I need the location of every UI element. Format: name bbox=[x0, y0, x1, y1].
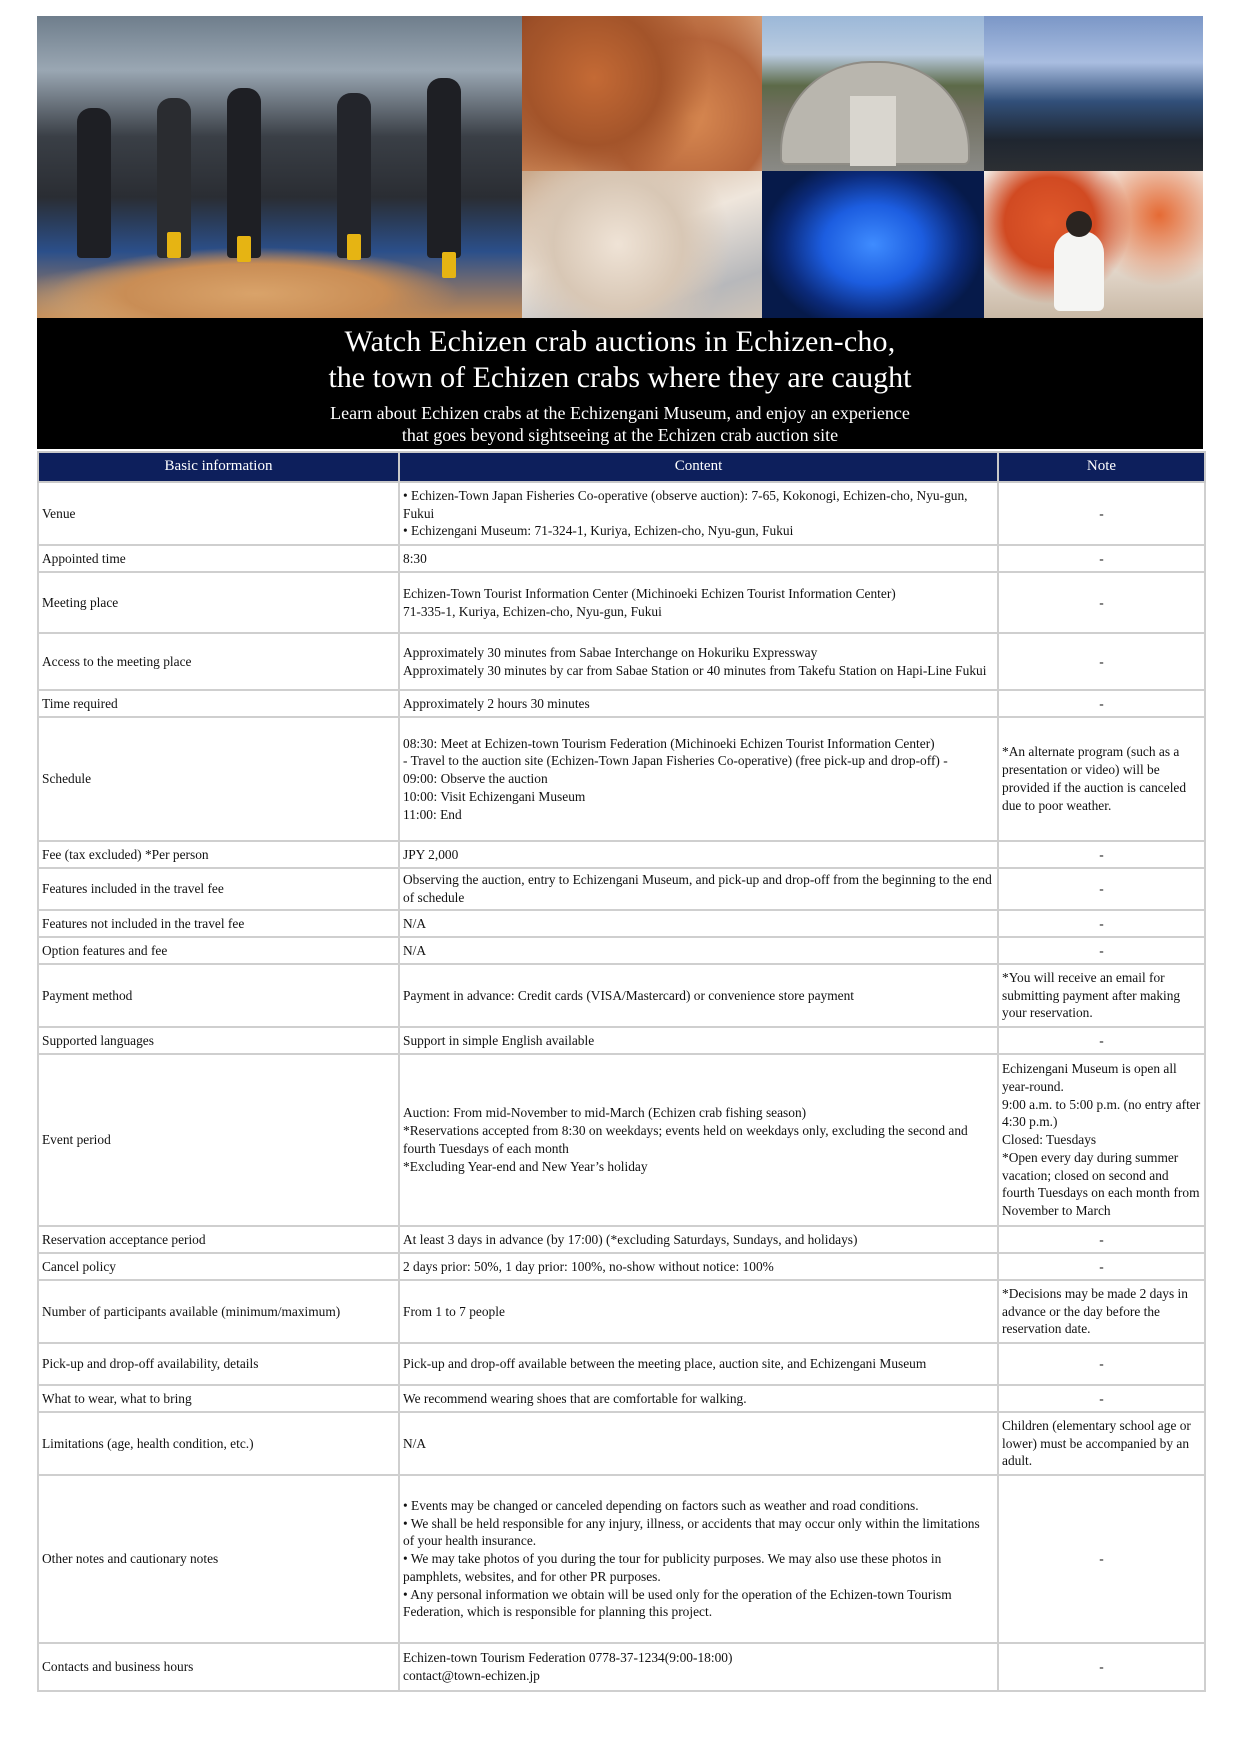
content-line: 08:30: Meet at Echizen-town Tourism Federation (Michinoeki Echizen Tourist Information Center) bbox=[403, 735, 935, 751]
row-label: Time required bbox=[38, 690, 399, 717]
content-line: contact@town-echizen.jp bbox=[403, 1668, 540, 1683]
table-row-fee bbox=[38, 841, 1205, 868]
note-line: - bbox=[1099, 1390, 1104, 1406]
content-line: • Echizengani Museum: 71-324-1, Kuriya, Echizen-cho, Nyu-gun, Fukui bbox=[403, 523, 794, 539]
ship-bridge-photo bbox=[984, 16, 1203, 171]
note-line: - bbox=[1099, 846, 1104, 862]
row-label: Contacts and business hours bbox=[38, 1643, 399, 1691]
row-note bbox=[998, 937, 1205, 964]
row-content bbox=[399, 1643, 998, 1691]
note-line: - bbox=[1099, 550, 1104, 566]
row-note bbox=[998, 1226, 1205, 1253]
table-row-access bbox=[38, 633, 1205, 690]
content-line: *Reservations accepted from 8:30 on weekdays; events held on weekdays only, excluding the second and fourth Tuesdays of each month bbox=[403, 1123, 968, 1156]
row-content bbox=[399, 482, 998, 545]
content-line: N/A bbox=[403, 942, 427, 958]
note-line: 9:00 a.m. to 5:00 p.m. (no entry after 4:30 p.m.) bbox=[1002, 1096, 1201, 1130]
note-line: - bbox=[1099, 915, 1104, 931]
row-label: Fee (tax excluded) *Per person bbox=[38, 841, 399, 868]
title-band bbox=[37, 318, 1203, 449]
note-line: - bbox=[1099, 1551, 1104, 1567]
row-content bbox=[399, 1226, 998, 1253]
aquarium-tunnel-photo bbox=[762, 171, 984, 318]
table-row-limitations bbox=[38, 1412, 1205, 1475]
table-header-row bbox=[38, 452, 1205, 482]
table-row-pickup-dropoff bbox=[38, 1343, 1205, 1385]
row-content bbox=[399, 1385, 998, 1412]
row-label: Appointed time bbox=[38, 545, 399, 572]
row-content bbox=[399, 633, 998, 690]
note-line: - bbox=[1099, 881, 1104, 897]
photo-banner bbox=[37, 16, 1203, 318]
content-line: Payment in advance: Credit cards (VISA/Mastercard) or convenience store payment bbox=[403, 987, 855, 1003]
row-label: Meeting place bbox=[38, 572, 399, 633]
table-body bbox=[38, 482, 1205, 1691]
cooked-crabs-photo bbox=[522, 16, 762, 171]
row-content bbox=[399, 1343, 998, 1385]
row-label: Reservation acceptance period bbox=[38, 1226, 399, 1253]
row-note bbox=[998, 1412, 1205, 1475]
row-content bbox=[399, 1412, 998, 1475]
table-row-appointed-time bbox=[38, 545, 1205, 572]
row-content bbox=[399, 1253, 998, 1280]
table-row-features-included bbox=[38, 868, 1205, 910]
page-title-line-1: Watch Echizen crab auctions in Echizen-cho, bbox=[344, 325, 896, 358]
header-content: Content bbox=[399, 452, 998, 482]
row-label: Pick-up and drop-off availability, details bbox=[38, 1343, 399, 1385]
content-line: At least 3 days in advance (by 17:00) (*excluding Saturdays, Sundays, and holidays) bbox=[403, 1231, 858, 1247]
row-label: Supported languages bbox=[38, 1027, 399, 1054]
note-line: - bbox=[1099, 1659, 1104, 1675]
content-line: • We may take photos of you during the tour for publicity purposes. We may also use these photos in pamphlets, websites, and for other PR purposes. bbox=[403, 1551, 942, 1584]
crab-exhibit-photo bbox=[984, 171, 1203, 318]
row-label: Number of participants available (minimum/maximum) bbox=[38, 1280, 399, 1343]
row-label: Features included in the travel fee bbox=[38, 868, 399, 910]
table-row-features-not-included bbox=[38, 910, 1205, 937]
row-note bbox=[998, 841, 1205, 868]
header-basic-information: Basic information bbox=[38, 452, 399, 482]
content-line: Echizen-Town Tourist Information Center (Michinoeki Echizen Tourist Information Center) bbox=[403, 585, 896, 601]
page-subtitle-line-2: that goes beyond sightseeing at the Echizen crab auction site bbox=[401, 425, 839, 445]
row-content bbox=[399, 868, 998, 910]
page-title-line-2: the town of Echizen crabs where they are caught bbox=[328, 361, 912, 394]
content-line: N/A bbox=[403, 1435, 427, 1451]
row-label: Event period bbox=[38, 1054, 399, 1226]
row-content bbox=[399, 841, 998, 868]
note-line: - bbox=[1099, 594, 1104, 610]
note-line: - bbox=[1099, 1032, 1104, 1048]
note-line: - bbox=[1099, 505, 1104, 521]
note-line: *Decisions may be made 2 days in advance or the day before the reservation date. bbox=[1002, 1285, 1188, 1337]
content-line: Approximately 2 hours 30 minutes bbox=[403, 695, 590, 711]
content-line: • We shall be held responsible for any injury, illness, or accidents that may occur only within the limitations of your health insurance. bbox=[403, 1515, 980, 1549]
row-note bbox=[998, 633, 1205, 690]
note-line: - bbox=[1099, 1258, 1104, 1274]
row-note bbox=[998, 1385, 1205, 1412]
row-content bbox=[399, 690, 998, 717]
content-line: Echizen-town Tourism Federation 0778-37-1234(9:00-18:00) bbox=[403, 1650, 733, 1666]
table-row-participants bbox=[38, 1280, 1205, 1343]
content-line: 09:00: Observe the auction bbox=[403, 771, 548, 787]
table-row-what-to-wear bbox=[38, 1385, 1205, 1412]
row-content bbox=[399, 717, 998, 841]
row-content bbox=[399, 1027, 998, 1054]
row-note bbox=[998, 1027, 1205, 1054]
auction-floor-photo bbox=[37, 16, 522, 318]
note-line: Closed: Tuesdays bbox=[1002, 1132, 1097, 1148]
row-content bbox=[399, 572, 998, 633]
content-line: 2 days prior: 50%, 1 day prior: 100%, no-show without notice: 100% bbox=[403, 1258, 774, 1274]
content-line: 71-335-1, Kuriya, Echizen-cho, Nyu-gun, Fukui bbox=[403, 603, 662, 619]
row-note bbox=[998, 1643, 1205, 1691]
row-label: Option features and fee bbox=[38, 937, 399, 964]
note-line: Echizengani Museum is open all year-round. bbox=[1002, 1060, 1177, 1094]
table-row-supported-languages bbox=[38, 1027, 1205, 1054]
content-line: Support in simple English available bbox=[403, 1032, 595, 1048]
row-content bbox=[399, 964, 998, 1027]
row-label: Schedule bbox=[38, 717, 399, 841]
table-row-option-features bbox=[38, 937, 1205, 964]
table-row-time-required bbox=[38, 690, 1205, 717]
table-row-schedule bbox=[38, 717, 1205, 841]
content-line: We recommend wearing shoes that are comfortable for walking. bbox=[403, 1390, 747, 1406]
row-label: Other notes and cautionary notes bbox=[38, 1475, 399, 1643]
table-row-other-notes bbox=[38, 1475, 1205, 1643]
row-content bbox=[399, 910, 998, 937]
note-line: *You will receive an email for submitting payment after making your reservation. bbox=[1002, 969, 1181, 1021]
note-line: *Open every day during summer vacation; closed on second and fourth Tuesdays on each month from November to March bbox=[1002, 1149, 1200, 1219]
table-row-meeting-place bbox=[38, 572, 1205, 633]
row-label: Features not included in the travel fee bbox=[38, 910, 399, 937]
content-line: 10:00: Visit Echizengani Museum bbox=[403, 788, 586, 804]
note-line: - bbox=[1099, 695, 1104, 711]
row-label: Cancel policy bbox=[38, 1253, 399, 1280]
row-note bbox=[998, 690, 1205, 717]
table-row-payment-method bbox=[38, 964, 1205, 1027]
page-subtitle-line-1: Learn about Echizen crabs at the Echizengani Museum, and enjoy an experience bbox=[330, 403, 910, 423]
row-content bbox=[399, 1475, 998, 1643]
table-row-reservation-period bbox=[38, 1226, 1205, 1253]
content-line: Approximately 30 minutes from Sabae Interchange on Hokuriku Expressway bbox=[403, 644, 818, 660]
table-row-venue bbox=[38, 482, 1205, 545]
content-line: N/A bbox=[403, 915, 427, 931]
row-content bbox=[399, 545, 998, 572]
row-label: Limitations (age, health condition, etc.) bbox=[38, 1412, 399, 1475]
row-note bbox=[998, 1475, 1205, 1643]
note-line: - bbox=[1099, 1356, 1104, 1372]
row-note bbox=[998, 964, 1205, 1027]
row-note bbox=[998, 910, 1205, 937]
table-row-contacts bbox=[38, 1643, 1205, 1691]
row-note bbox=[998, 868, 1205, 910]
content-line: • Events may be changed or canceled depending on factors such as weather and road conditions. bbox=[403, 1497, 919, 1513]
table-row-cancel-policy bbox=[38, 1253, 1205, 1280]
content-line: JPY 2,000 bbox=[403, 846, 459, 862]
raw-crabs-photo bbox=[522, 171, 762, 318]
note-line: Children (elementary school age or lower) must be accompanied by an adult. bbox=[1002, 1417, 1191, 1469]
content-line: • Echizen-Town Japan Fisheries Co-operative (observe auction): 7-65, Kokonogi, Echizen-cho, Nyu-gun, Fukui bbox=[403, 487, 968, 521]
row-note bbox=[998, 482, 1205, 545]
content-line: • Any personal information we obtain will be used only for the operation of the Echizen-town Tourism Federation, which is responsible for planning this project. bbox=[403, 1586, 952, 1620]
content-line: From 1 to 7 people bbox=[403, 1303, 505, 1319]
note-line: - bbox=[1099, 942, 1104, 958]
row-label: Access to the meeting place bbox=[38, 633, 399, 690]
note-line: *An alternate program (such as a presentation or video) will be provided if the auction is canceled due to poor weather. bbox=[1002, 744, 1187, 813]
content-line: Approximately 30 minutes by car from Sabae Station or 40 minutes from Takefu Station on Hapi-Line Fukui bbox=[403, 662, 987, 678]
header-note: Note bbox=[998, 452, 1205, 482]
row-note bbox=[998, 572, 1205, 633]
content-line: 8:30 bbox=[403, 550, 427, 566]
row-note bbox=[998, 1253, 1205, 1280]
row-note bbox=[998, 1054, 1205, 1226]
row-label: Payment method bbox=[38, 964, 399, 1027]
note-line: - bbox=[1099, 653, 1104, 669]
table-row-event-period bbox=[38, 1054, 1205, 1226]
note-line: - bbox=[1099, 1231, 1104, 1247]
row-content bbox=[399, 1280, 998, 1343]
content-line: Pick-up and drop-off available between the meeting place, auction site, and Echizengani Museum bbox=[403, 1356, 927, 1372]
content-line: *Excluding Year-end and New Year’s holiday bbox=[403, 1158, 648, 1174]
content-line: Auction: From mid-November to mid-March (Echizen crab fishing season) bbox=[403, 1105, 807, 1121]
row-content bbox=[399, 937, 998, 964]
row-note bbox=[998, 717, 1205, 841]
row-content bbox=[399, 1054, 998, 1226]
row-label: What to wear, what to bring bbox=[38, 1385, 399, 1412]
content-line: Observing the auction, entry to Echizengani Museum, and pick-up and drop-off from the beginning to the end of schedule bbox=[403, 872, 992, 905]
row-note bbox=[998, 1343, 1205, 1385]
museum-building-photo bbox=[762, 16, 984, 171]
content-line: 11:00: End bbox=[403, 806, 462, 822]
row-note bbox=[998, 1280, 1205, 1343]
content-line: - Travel to the auction site (Echizen-Town Japan Fisheries Co-operative) (free pick-up and drop-off) - bbox=[403, 753, 948, 769]
basic-info-table bbox=[37, 451, 1206, 1692]
row-note bbox=[998, 545, 1205, 572]
row-label: Venue bbox=[38, 482, 399, 545]
